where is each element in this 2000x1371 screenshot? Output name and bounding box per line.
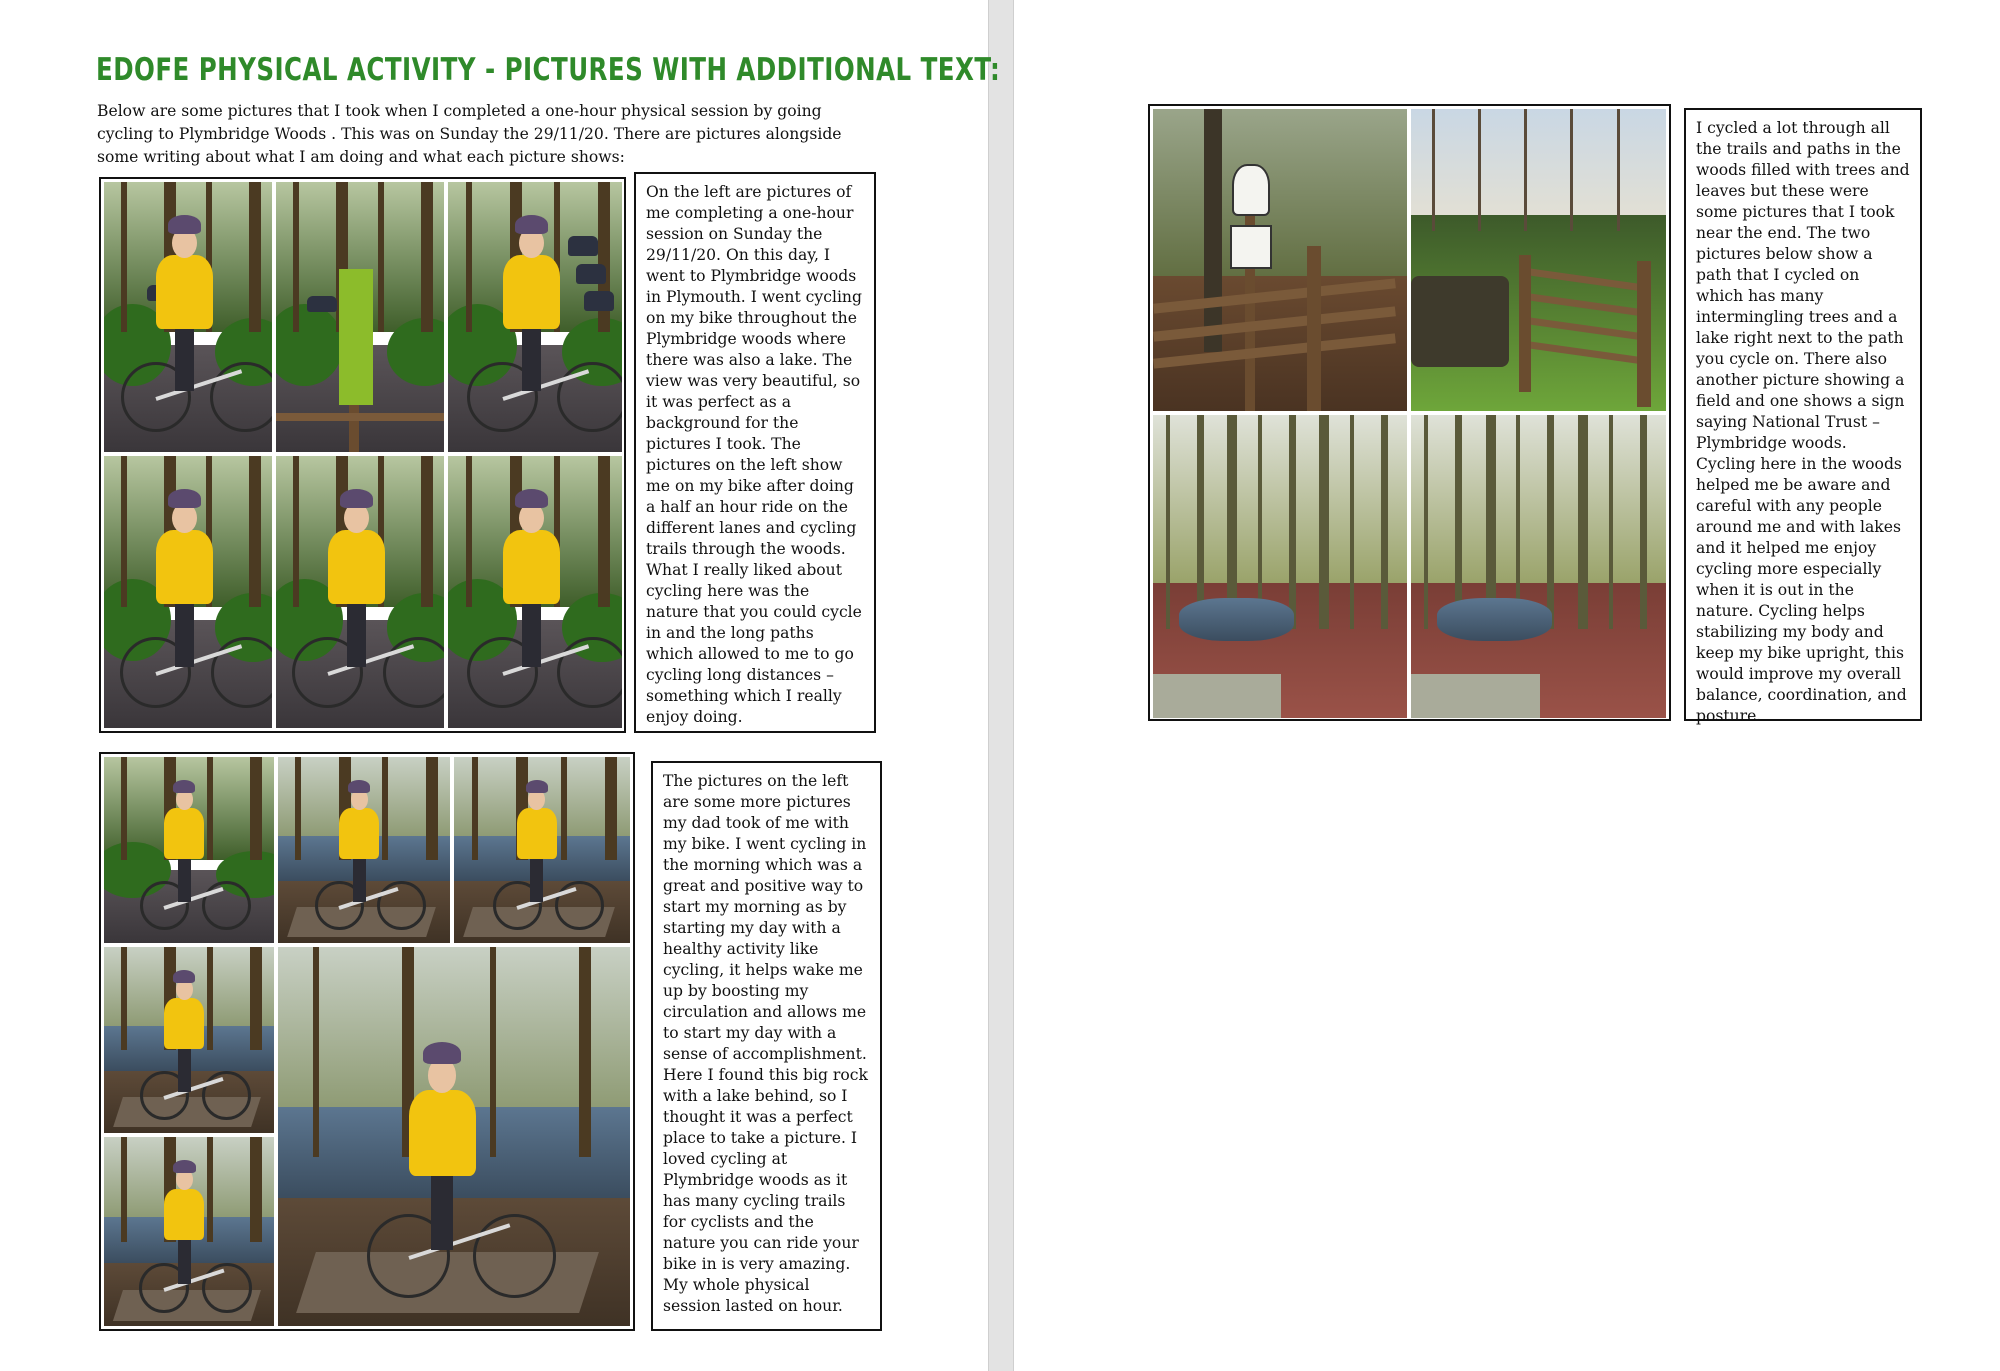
photo-collage-2 bbox=[99, 752, 635, 1331]
rider-helmet bbox=[515, 215, 548, 234]
fence-post bbox=[1307, 246, 1321, 412]
rider-jacket bbox=[164, 1189, 204, 1241]
tree-trunk bbox=[1204, 109, 1222, 352]
cyclist-figure bbox=[454, 757, 631, 944]
rider-helmet bbox=[515, 489, 548, 508]
gate-post bbox=[1519, 255, 1531, 392]
stone-edge bbox=[1411, 674, 1540, 719]
forest-canopy bbox=[1153, 415, 1407, 583]
rider-legs bbox=[530, 855, 543, 902]
rider-legs bbox=[178, 1045, 191, 1092]
forest-canopy bbox=[1411, 415, 1666, 583]
rider-jacket bbox=[164, 808, 203, 859]
bike-wheel bbox=[557, 637, 623, 708]
tree-trunk bbox=[293, 182, 299, 332]
rider-legs bbox=[178, 855, 191, 902]
rider-legs bbox=[353, 855, 366, 902]
lake-water bbox=[1437, 598, 1553, 641]
cyclist-photo bbox=[453, 756, 631, 944]
rider-jacket bbox=[517, 808, 556, 859]
tree-trunk bbox=[421, 182, 433, 332]
tree-trunk bbox=[1289, 415, 1296, 629]
cyclist-photo bbox=[447, 181, 623, 453]
cyclist-figure bbox=[104, 1137, 275, 1327]
caption-text-1: On the left are pictures of me completing a one-hour session on Sunday the 29/11/20. On this day, I went to Plymbridge woods in Plymouth. I went cycling on my bike throughout the Plymbridge woods where there was also a lake. The view was very beautiful, so it was perfect as a background for the pictures I took. The pictures on the left show me on my bike after doing a half an hour ride on the different lanes and cycling trails through the woods. What I really liked about cycling here was the nature that you could cycle in and the long paths which allowed to me to go cycling long distances – something which I really enjoy doing. bbox=[646, 183, 862, 726]
tree-trunk bbox=[1197, 415, 1204, 629]
rider-jacket bbox=[156, 255, 213, 328]
cyclist-photo bbox=[277, 756, 451, 944]
rider-jacket bbox=[328, 530, 386, 604]
rider-legs bbox=[431, 1170, 453, 1250]
tree-trunk bbox=[1258, 415, 1262, 629]
rider-jacket bbox=[503, 255, 560, 328]
cyclist-photo bbox=[103, 1136, 275, 1327]
document-page-right bbox=[1014, 0, 2000, 1371]
national-trust-sign bbox=[1232, 164, 1270, 216]
cyclist-photo bbox=[103, 181, 273, 453]
tree-trunk bbox=[1319, 415, 1329, 629]
bike-wheel bbox=[473, 1214, 556, 1297]
rider-jacket bbox=[164, 998, 203, 1049]
cyclist-figure bbox=[104, 757, 275, 944]
rider-jacket bbox=[409, 1090, 476, 1176]
tree-trunk bbox=[1424, 415, 1428, 629]
lakeside-path-photo bbox=[1152, 414, 1408, 719]
caption-box-2 bbox=[651, 761, 882, 1331]
tree-trunk bbox=[1524, 109, 1527, 231]
tree-trunk bbox=[1516, 415, 1520, 629]
rider-legs bbox=[522, 323, 541, 391]
plymbridge-woods-sign bbox=[339, 269, 373, 405]
bike-wheel bbox=[555, 881, 604, 930]
cyclist-figure bbox=[104, 947, 275, 1134]
information-sign bbox=[1230, 225, 1272, 269]
tree-trunk bbox=[1547, 415, 1554, 629]
cyclist-figure bbox=[278, 947, 631, 1327]
rider-helmet bbox=[173, 1160, 196, 1173]
photo-collage-1 bbox=[99, 177, 626, 733]
caption-box-1 bbox=[634, 172, 876, 733]
rider-legs bbox=[175, 323, 194, 391]
rider-helmet bbox=[348, 780, 371, 793]
field-gate-photo bbox=[1410, 108, 1667, 412]
national-trust-sign-photo bbox=[1152, 108, 1408, 412]
rider-jacket bbox=[503, 530, 561, 604]
rider-legs bbox=[347, 598, 366, 667]
document-title: EDOFE PHYSICAL ACTIVITY - PICTURES WITH ADDITIONAL TEXT: bbox=[96, 52, 1001, 88]
stone-wall bbox=[1411, 276, 1509, 367]
rider-legs bbox=[175, 598, 194, 667]
tree-trunk bbox=[1570, 109, 1573, 231]
cyclist-photo bbox=[277, 946, 631, 1327]
cyclist-figure bbox=[104, 456, 273, 729]
tree-trunk bbox=[1432, 109, 1435, 231]
tree-trunk bbox=[1381, 415, 1388, 629]
trees-background bbox=[1153, 109, 1407, 291]
cyclist-figure bbox=[276, 456, 445, 729]
rider-legs bbox=[178, 1236, 191, 1284]
tree-trunk bbox=[1455, 415, 1462, 629]
fence-rail bbox=[276, 413, 444, 421]
cyclist-figure bbox=[448, 456, 623, 729]
cyclist-photo bbox=[103, 455, 273, 729]
bike-wheel bbox=[557, 362, 623, 433]
rider-helmet bbox=[340, 489, 373, 508]
cyclist-photo bbox=[103, 946, 275, 1134]
tree-trunk bbox=[1609, 415, 1613, 629]
cyclist-photo bbox=[103, 756, 275, 944]
page-gutter bbox=[988, 0, 1014, 1371]
tree-trunk bbox=[1640, 415, 1647, 629]
tree-trunk bbox=[1578, 415, 1588, 629]
cyclist-photo bbox=[447, 455, 623, 729]
caption-box-3 bbox=[1684, 108, 1922, 725]
caption-text-3: I cycled a lot through all the trails and paths in the woods filled with trees and leaves but these were some pictures that I took near the end. The two pictures below show a path that I cycled on which has many intermingling trees and a lake right next to the path you cycle on. There also another picture showing a field and one shows a sign saying National Trust – Plymbridge woods. Cycling here in the woods helped me be aware and careful with any people around me and with lakes and it helped me enjoy cycling more especially when it is out in the nature. Cycling helps stabilizing my body and keep my bike upright, this would improve my overall balance, coordination, and posture. bbox=[1696, 119, 1910, 725]
rider-helmet bbox=[423, 1042, 461, 1064]
parked-car bbox=[307, 296, 337, 312]
bike-wheel bbox=[202, 1263, 252, 1313]
rider-helmet bbox=[173, 780, 196, 793]
rider-legs bbox=[522, 598, 541, 667]
cyclist-figure bbox=[104, 182, 273, 453]
photo-collage-3 bbox=[1148, 104, 1671, 721]
bike-wheel bbox=[377, 881, 426, 930]
tree-trunk bbox=[1227, 415, 1237, 629]
tree-trunk bbox=[378, 182, 384, 332]
rider-helmet bbox=[168, 215, 201, 234]
cyclist-figure bbox=[448, 182, 623, 453]
bike-wheel bbox=[202, 1071, 251, 1120]
lake-water bbox=[1179, 598, 1294, 641]
rider-jacket bbox=[156, 530, 214, 604]
tree-trunk bbox=[1617, 109, 1620, 231]
rider-helmet bbox=[526, 780, 549, 793]
tree-trunk bbox=[1350, 415, 1354, 629]
bike-wheel bbox=[202, 881, 251, 930]
rider-jacket bbox=[339, 808, 378, 859]
rider-helmet bbox=[168, 489, 201, 508]
tree-trunk bbox=[1166, 415, 1170, 629]
tree-trunk bbox=[1478, 109, 1481, 231]
woods-sign-photo bbox=[275, 181, 445, 453]
lakeside-path-photo bbox=[1410, 414, 1667, 719]
intro-paragraph: Below are some pictures that I took when I completed a one-hour physical session by going cycling to Plymbridge Woods . This was on Sunday the 29/11/20. There are pictures alongside some writing about what I am doing and what each picture shows: bbox=[97, 102, 842, 166]
rider-helmet bbox=[173, 970, 196, 983]
caption-text-2: The pictures on the left are some more pictures my dad took of me with my bike. I went cycling in the morning which was a great and positive way to start my morning as by starting my day with a healthy activity like cycling, it helps wake me up by boosting my circulation and allows me to start my day with a sense of accomplishment. Here I found this big rock with a lake behind, so I thought it was a perfect place to take a picture. I loved cycling at Plymbridge woods as it has many cycling trails for cyclists and the nature you can ride your bike in is very amazing. My whole physical session lasted on hour. bbox=[663, 772, 868, 1315]
tree-trunk bbox=[1486, 415, 1496, 629]
cyclist-figure bbox=[278, 757, 451, 944]
stone-edge bbox=[1153, 674, 1281, 719]
gate-post bbox=[1637, 261, 1651, 407]
cyclist-photo bbox=[275, 455, 445, 729]
